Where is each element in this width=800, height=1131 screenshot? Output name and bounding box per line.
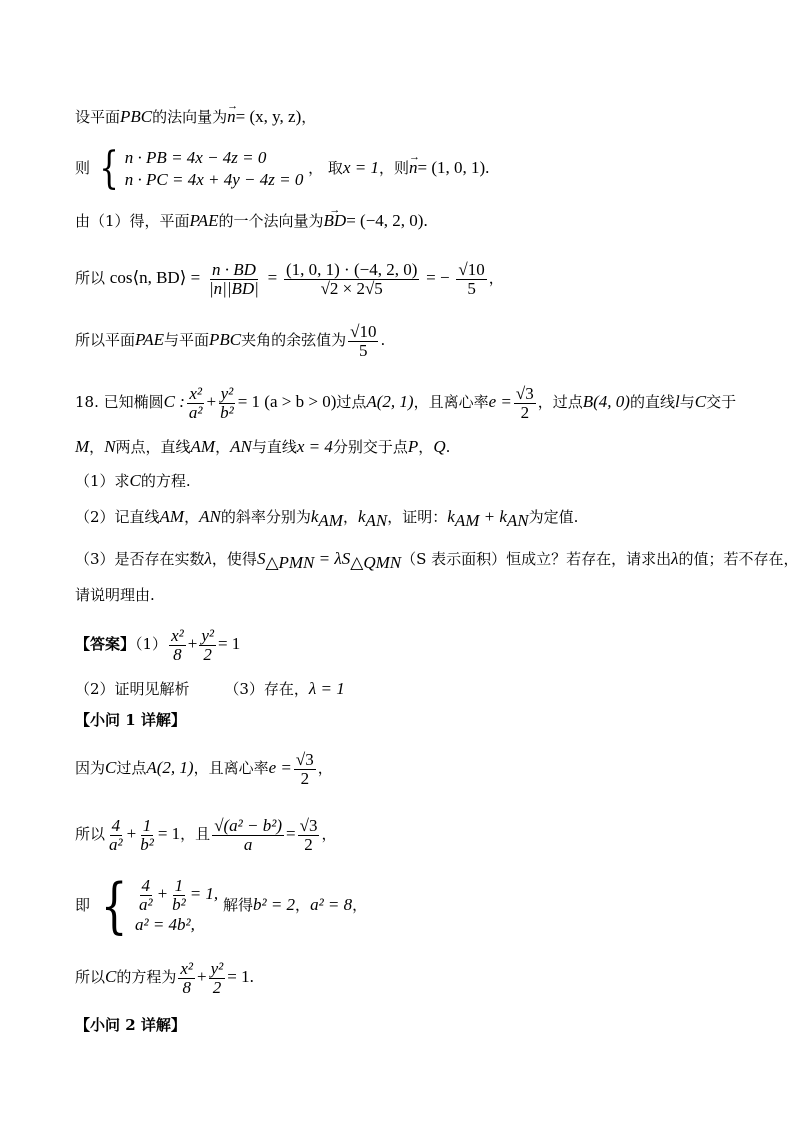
question-18-line-1: 18. 已知椭圆C : $\frac{\text{x²}}{\text{a²}}$ + $\frac{\text{y²}}{\text{b²}}$ = 1 (a > b > 0)过点A(2, 1)，且离心率e = $\frac{√3}{2}$ ，过点B(4, 0)的直线l与C交于: [75, 383, 737, 422]
fraction-x: $\frac{\text{x²}}{\text{a²}}$: [188, 383, 203, 422]
text: （S 表示面积）恒成立？若存在，请求出: [401, 550, 672, 568]
text: 的值；若不存在，: [678, 550, 799, 568]
fraction: $\frac{√3}{2}$: [299, 815, 318, 854]
text: ， 取: [308, 159, 343, 177]
plane-pae: PAE: [189, 211, 219, 230]
ellipse-c: C: [694, 392, 707, 411]
text: （3）存在，: [224, 680, 309, 698]
text: 的直线: [629, 393, 675, 411]
text: ，: [301, 108, 317, 126]
fraction-cos-def: $\frac{n \cdot BD}{|n||BD|}$: [208, 259, 259, 298]
lambda-value: λ = 1: [308, 679, 345, 698]
point-n: N: [104, 437, 116, 456]
line-l: l: [674, 392, 680, 411]
text: （1）求: [75, 472, 130, 490]
text: 过点: [336, 393, 367, 411]
plane-pbc: PBC: [120, 107, 153, 126]
point-m: M: [75, 437, 90, 456]
text: ，且离心率: [413, 393, 489, 411]
question-18-line-2: M，N两点，直线AM，AN与直线x = 4分别交于点P，Q.: [75, 437, 451, 456]
equation-system: { n · PB = 4x − 4z = 0 n · PC = 4x + 4y − 4z = 0: [98, 143, 304, 194]
fraction-x: $\frac{\text{x²}}{8}$: [171, 625, 184, 664]
fraction-e: $\frac{√3}{2}$: [515, 383, 534, 422]
text: （3）是否存在实数: [75, 550, 205, 568]
text: 与: [679, 393, 695, 411]
subquestion-3-cont: [75, 585, 155, 605]
fraction-y: $\frac{\text{y²}}{\text{b²}}$: [220, 383, 234, 422]
point-b: B(4, 0): [582, 392, 630, 411]
text: ，过点: [537, 393, 583, 411]
eccentricity: e =: [488, 392, 512, 411]
fraction-e: $\frac{√3}{2}$: [295, 749, 314, 788]
fraction-cos-values: $\frac{(1, 0, 1) \cdot (-4, 2, 0)}{√2 \times 2√5}$: [285, 259, 418, 298]
fraction-answer: $\frac{√10}{5}$: [350, 321, 377, 360]
answer-line-1: 【答案】（1） $\frac{\text{x²}}{8}$ + $\frac{\text{y²}}{2}$ = 1: [75, 625, 241, 664]
point-q: Q: [433, 437, 446, 456]
fraction-cos-result: $\frac{√10}{5}$: [458, 259, 485, 298]
text: ，则: [378, 159, 409, 177]
text: 为定值.: [528, 508, 579, 526]
vector-bd: → BD: [324, 211, 347, 231]
vector-n-result: = (1, 0, 1).: [417, 158, 490, 177]
text: 的法向量为: [152, 108, 228, 126]
equation-row-2: n · PC = 4x + 4y − 4z = 0: [124, 170, 304, 189]
answer-label: 【答案】: [75, 635, 136, 653]
point-p: P: [407, 437, 419, 456]
line-an: AN: [230, 437, 252, 456]
question-number: 18.: [75, 393, 99, 411]
fraction-x: $\frac{\text{x²}}{8}$: [180, 958, 194, 997]
line-normal-vector-pae: [75, 211, 428, 231]
text: 交于: [706, 393, 737, 411]
text: 设平面: [75, 108, 121, 126]
text: 由（1）得，平面: [75, 212, 190, 230]
text: 的一个法向量为: [218, 212, 324, 230]
plane-pae: PAE: [135, 330, 164, 349]
text: 与平面: [163, 331, 209, 349]
vector-bd-value: = (−4, 2, 0).: [346, 211, 428, 230]
fraction: $\frac{1}{\text{b²}}$: [140, 815, 154, 854]
vector-n: → n: [227, 107, 236, 127]
text: （2）记直线: [75, 508, 160, 526]
text: 所以: [75, 269, 106, 287]
slope-k-am: k: [310, 507, 319, 526]
text: = −: [426, 268, 450, 287]
text: ，使得: [211, 550, 257, 568]
subquestion-1: （1）求C的方程.: [75, 471, 191, 490]
text: 的斜率分别为: [220, 508, 311, 526]
fraction-y: $\frac{\text{y²}}{2}$: [201, 625, 214, 664]
line-system-n: [75, 143, 490, 194]
text: ，: [488, 269, 504, 287]
vector-n: → n: [409, 158, 418, 178]
detail-line-4: 所以C的方程为 $\frac{\text{x²}}{8}$ + $\frac{\text{y²}}{2}$ = 1.: [75, 958, 254, 997]
equation-system: { $\frac{4}{\text{a²}}$ + $\frac{1}{\text{b²}}$ = 1, a² = 4b²,: [100, 871, 219, 941]
area-pmn: S: [256, 549, 266, 568]
detail-line-3: 即 { $\frac{4}{\text{a²}}$ + $\frac{1}{\text{b²}}$ = 1, a² = 4b², 解得b² = 2，a² = 8，: [75, 871, 368, 941]
text: 夹角的余弦值为: [241, 331, 347, 349]
slope-sum: k: [447, 507, 455, 526]
ellipse-condition: = 1 (a > b > 0): [237, 392, 337, 411]
subquestion-3: （3）是否存在实数λ，使得$S_{\triangle PMN} = \lambda S_{\triangle QMN}(S$ 表示面积）恒成立？若存在，请求出λ的值；若不存在，: [75, 549, 799, 572]
text: 与直线: [251, 438, 297, 456]
line-cosine: 所以 cos⟨n, BD⟩ = $\frac{n \cdot BD}{|n||BD|}$ = $\frac{(1, 0, 1) \cdot (-4, 2, 0)}{√2 \times 2√5}$ = − $\frac{√10}{5}$ ，: [75, 259, 504, 298]
cos-expression: cos⟨n, BD⟩ =: [109, 268, 201, 287]
text: 的方程.: [140, 472, 191, 490]
text: 请说明理由.: [75, 586, 155, 604]
ellipse-c: C :: [163, 392, 185, 411]
fraction: $\frac{\text{√(a² − b²)}}{a}$: [214, 815, 283, 854]
text: .: [380, 331, 386, 349]
line-normal-vector-pbc: [75, 107, 316, 127]
vector-n-value: = (x, y, z): [235, 107, 302, 126]
detail-line-2: 所以 $\frac{4}{\text{a²}}$ + $\frac{1}{\text{b²}}$ = 1，且 $\frac{\text{√(a² − b²)}}{a}$ = $\frac{√3}{2}$ ，: [75, 815, 337, 854]
plane-pbc: PBC: [209, 330, 242, 349]
x-value: x = 1: [342, 158, 379, 177]
point-a: A(2, 1): [366, 392, 414, 411]
text: ，证明：: [387, 508, 448, 526]
detail-line-1: 因为C过点A(2, 1)，且离心率e = $\frac{√3}{2}$ ，: [75, 749, 333, 788]
section-heading-1: 【小问 1 详解】: [75, 711, 186, 729]
equation-row-1: n · PB = 4x − 4z = 0: [124, 148, 267, 167]
line-am: AM: [190, 437, 216, 456]
text: 分别交于点: [332, 438, 408, 456]
fraction: $\frac{4}{\text{a²}}$: [109, 815, 123, 854]
text: 则: [75, 159, 91, 177]
subquestion-2: （2）记直线AM，AN的斜率分别为$k_{AM}$，$k_{AN}$，证明：$k_{AM} + k_{AN}$为定值.: [75, 507, 579, 530]
line-x4: x = 4: [296, 437, 333, 456]
line-angle-cosine: [75, 318, 385, 362]
section-heading-2: 【小问 2 详解】: [75, 1016, 186, 1034]
text: 所以平面: [75, 331, 136, 349]
text: 两点，直线: [115, 438, 191, 456]
slope-k-an: k: [357, 507, 366, 526]
answer-line-2: [75, 679, 345, 699]
fraction-y: $\frac{\text{y²}}{2}$: [210, 958, 224, 997]
text: 已知椭圆: [103, 393, 164, 411]
text: （2）证明见解析: [75, 680, 190, 698]
